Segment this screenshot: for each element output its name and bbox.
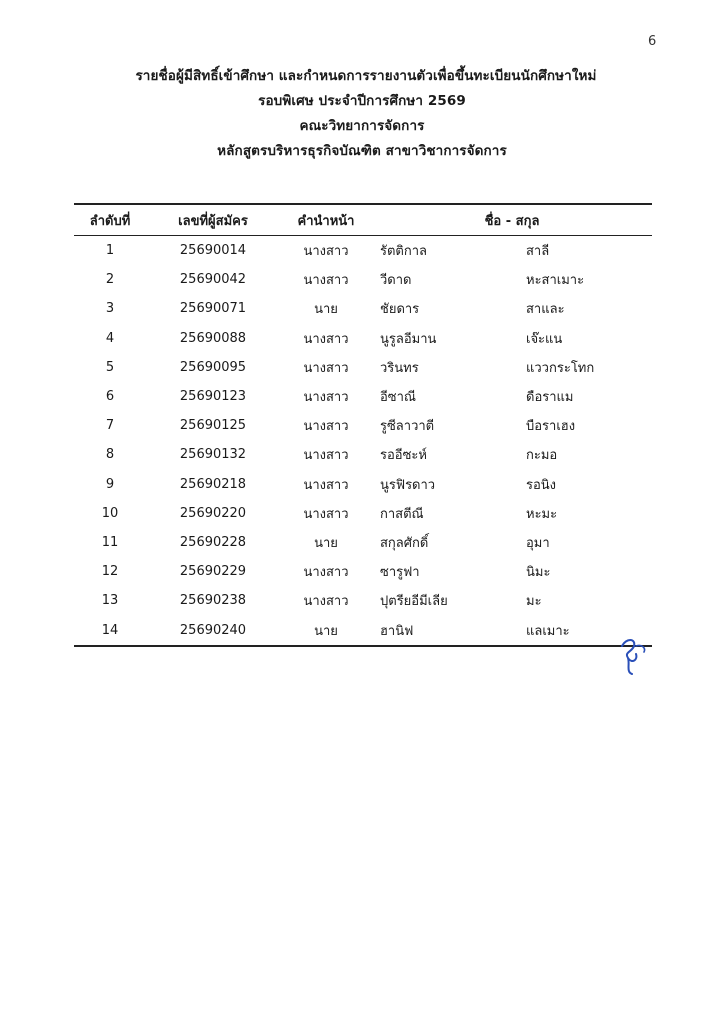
row-first-name: กาสตีณี: [380, 506, 424, 522]
row-first-name: รูซีลาวาตี: [380, 419, 435, 435]
row-applicant-id: 25690218: [179, 476, 247, 492]
row-order: 14: [101, 622, 119, 638]
row-last-name: สาลี: [526, 244, 550, 260]
row-order: 3: [105, 301, 115, 317]
header-name: ชื่อ - สกุล: [484, 213, 540, 229]
row-last-name: บือราเฮง: [526, 419, 576, 435]
row-applicant-id: 25690088: [179, 330, 247, 346]
row-order: 8: [105, 447, 115, 463]
row-last-name: ดือราแม: [526, 390, 574, 406]
table-row: [74, 265, 652, 294]
row-last-name: แลเมาะ: [526, 623, 570, 639]
row-first-name: สกุลศักดิ์: [380, 535, 429, 551]
row-applicant-id: 25690240: [179, 622, 247, 638]
document-heading: [0, 64, 724, 164]
header-title: คำนำหน้า: [297, 213, 355, 229]
row-title: นางสาว: [303, 390, 349, 406]
row-order: 13: [101, 593, 119, 609]
row-applicant-id: 25690014: [179, 243, 247, 259]
table-row: [74, 470, 652, 499]
row-applicant-id: 25690123: [179, 389, 247, 405]
row-title: นางสาว: [303, 506, 349, 522]
row-title: นางสาว: [303, 594, 349, 610]
row-applicant-id: 25690071: [179, 301, 247, 317]
row-applicant-id: 25690238: [179, 593, 247, 609]
heading-title: รายชื่อผู้มีสิทธิ์เข้าศึกษา และกำหนดการรายงานตัวเพื่อขึ้นทะเบียนนักศึกษาใหม่: [135, 68, 597, 84]
table-row: [74, 411, 652, 440]
row-title: นาย: [314, 302, 338, 318]
row-last-name: เจ๊ะแน: [526, 331, 563, 347]
row-title: นางสาว: [303, 477, 349, 493]
row-first-name: รออีซะห์: [380, 448, 427, 464]
row-first-name: วีดาด: [380, 273, 412, 289]
row-first-name: ชัยดาร: [380, 302, 420, 318]
row-order: 7: [105, 418, 115, 434]
table-row: [74, 236, 652, 266]
header-applicant-id: เลขที่ผู้สมัคร: [178, 213, 248, 229]
table-body: [74, 236, 652, 646]
row-last-name: มะ: [526, 594, 542, 610]
table-row: [74, 294, 652, 323]
row-last-name: กะมอ: [526, 448, 558, 464]
header-order: ลำดับที่: [89, 213, 131, 229]
table-row: [74, 324, 652, 353]
heading-faculty: คณะวิทยาการจัดการ: [299, 118, 425, 134]
row-order: 5: [105, 359, 115, 375]
row-title: นางสาว: [303, 331, 349, 347]
heading-program: หลักสูตรบริหารธุรกิจบัณฑิต สาขาวิชาการจัดการ: [217, 143, 507, 159]
row-order: 11: [101, 534, 119, 550]
row-first-name: นูรูลอีมาน: [380, 331, 437, 347]
row-order: 6: [105, 389, 115, 405]
row-last-name: อุมา: [526, 535, 550, 551]
row-first-name: อีซาณี: [380, 390, 416, 406]
row-first-name: ปุตรียอีมีเลีย: [380, 594, 448, 610]
table-row: [74, 353, 652, 382]
page-number: 6: [648, 34, 657, 49]
row-title: นางสาว: [303, 448, 349, 464]
row-title: นางสาว: [303, 565, 349, 581]
row-applicant-id: 25690132: [179, 447, 247, 463]
row-applicant-id: 25690125: [179, 418, 247, 434]
table-header-row: [74, 204, 652, 236]
row-title: นางสาว: [303, 419, 349, 435]
row-last-name: หะมะ: [526, 506, 558, 522]
row-applicant-id: 25690095: [179, 359, 247, 375]
row-order: 9: [105, 476, 115, 492]
row-first-name: รัตติกาล: [380, 244, 428, 260]
row-title: นาย: [314, 535, 338, 551]
row-title: นาย: [314, 623, 338, 639]
row-first-name: นูรฟิรดาว: [380, 477, 436, 493]
row-applicant-id: 25690220: [179, 505, 247, 521]
signature: [616, 632, 650, 676]
row-order: 12: [101, 564, 119, 580]
row-order: 2: [105, 272, 115, 288]
row-applicant-id: 25690228: [179, 534, 247, 550]
table-row: [74, 499, 652, 528]
applicant-table: [74, 203, 652, 647]
table-row: [74, 557, 652, 586]
table-row: [74, 382, 652, 411]
row-applicant-id: 25690229: [179, 564, 247, 580]
row-applicant-id: 25690042: [179, 272, 247, 288]
row-last-name: นิมะ: [526, 565, 551, 581]
row-first-name: วรินทร: [380, 360, 419, 376]
row-order: 4: [105, 330, 115, 346]
table-row: [74, 528, 652, 557]
table-row: [74, 615, 652, 645]
heading-round: รอบพิเศษ ประจำปีการศึกษา 2569: [258, 93, 466, 109]
row-order: 10: [101, 505, 119, 521]
row-last-name: รอนิง: [526, 477, 557, 493]
table-row: [74, 440, 652, 469]
row-title: นางสาว: [303, 273, 349, 289]
row-first-name: ซารูฟา: [380, 565, 420, 581]
row-first-name: ฮานิฟ: [380, 623, 414, 639]
row-title: นางสาว: [303, 360, 349, 376]
row-last-name: หะสาเมาะ: [526, 273, 585, 289]
row-title: นางสาว: [303, 244, 349, 260]
row-order: 1: [105, 243, 115, 259]
table-row: [74, 586, 652, 615]
row-last-name: แววกระโทก: [526, 360, 595, 376]
row-last-name: สาและ: [526, 302, 565, 318]
